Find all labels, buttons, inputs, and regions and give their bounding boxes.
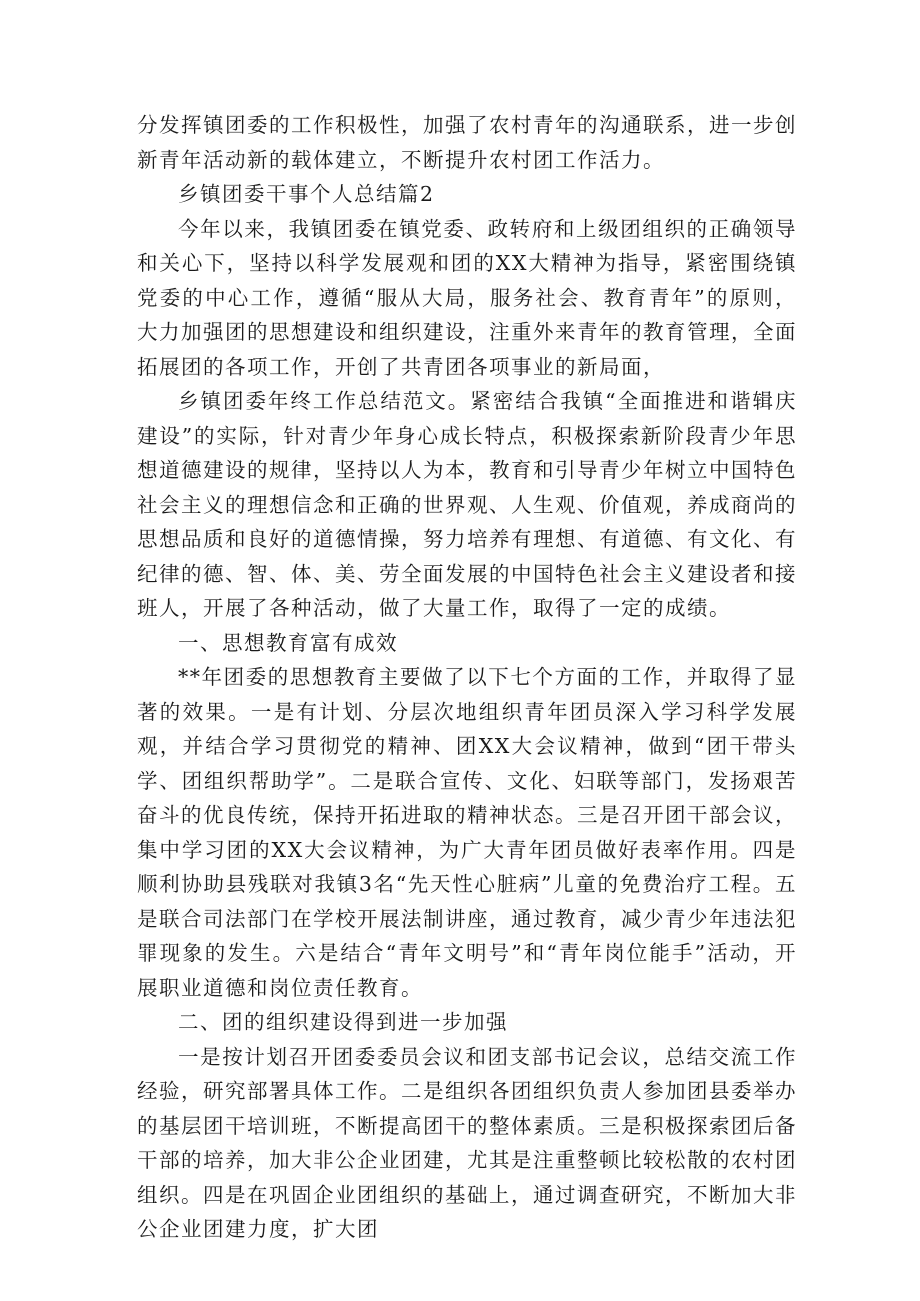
- paragraph-ideological-education: **年团委的思想教育主要做了以下七个方面的工作，并取得了显著的效果。一是有计划、分层次地组织青年团员深入学习科学发展观，并结合学习贯彻党的精神、团XX大会议精神，做到“团干带头学、团组织帮助学”。二是联合宣传、文化、妇联等部门，发扬艰苦奋斗的优良传统，保持开拓进取的精神状态。三是召开团干部会议，集中学习团的XX大会议精神，为广大青年团员做好表率作用。四是顺利协助县残联对我镇3名“先天性心脏病”儿童的免费治疗工程。五是联合司法部门在学校开展法制讲座，通过教育，减少青少年违法犯罪现象的发生。六是结合“青年文明号”和“青年岗位能手”活动，开展职业道德和岗位责任教育。: [137, 665, 797, 1000]
- paragraph-organization-building: 一是按计划召开团委委员会议和团支部书记会议，总结交流工作经验，研究部署具体工作。二是组织各团组织负责人参加团县委举办的基层团干培训班，不断提高团干的整体素质。三是积极探索团后备干部的培养，加大非公企业团建，尤其是注重整顿比较松散的农村团组织。四是在巩固企业团组织的基础上，通过调查研究，不断加大非公企业团建力度，扩大团: [137, 1044, 797, 1241]
- heading-ideological-education: 一、思想教育富有成效: [178, 630, 398, 655]
- document-body: [137, 108, 797, 1247]
- paragraph-intro: 今年以来，我镇团委在镇党委、政转府和上级团组织的正确领导和关心下，坚持以科学发展观和团的XX大精神为指导，紧密围绕镇党委的中心工作，遵循“服从大局，服务社会、教育青年”的原则，大力加强团的思想建设和组织建设，注重外来青年的教育管理，全面拓展团的各项工作，开创了共青团各项事业的新局面，: [137, 216, 797, 379]
- paragraph-summary: 乡镇团委年终工作总结范文。紧密结合我镇“全面推进和谐辑庆建设”的实际，针对青少年身心成长特点，积极探索新阶段青少年思想道德建设的规律，坚持以人为本，教育和引导青少年树立中国特色社会主义的理想信念和正确的世界观、人生观、价值观，养成商尚的思想品质和良好的道德情操，努力培养有理想、有道德、有文化、有纪律的德、智、体、美、劳全面发展的中国特色社会主义建设者和接班人，开展了各种活动，做了大量工作，取得了一定的成绩。: [137, 389, 797, 620]
- paragraph-continuation: 分发挥镇团委的工作积极性，加强了农村青年的沟通联系，进一步创新青年活动新的载体建立，不断提升农村团工作活力。: [137, 113, 797, 172]
- section-heading-part2: 乡镇团委干事个人总结篇2: [178, 182, 435, 206]
- heading-organization-building: 二、团的组织建设得到进一步加强: [178, 1010, 508, 1034]
